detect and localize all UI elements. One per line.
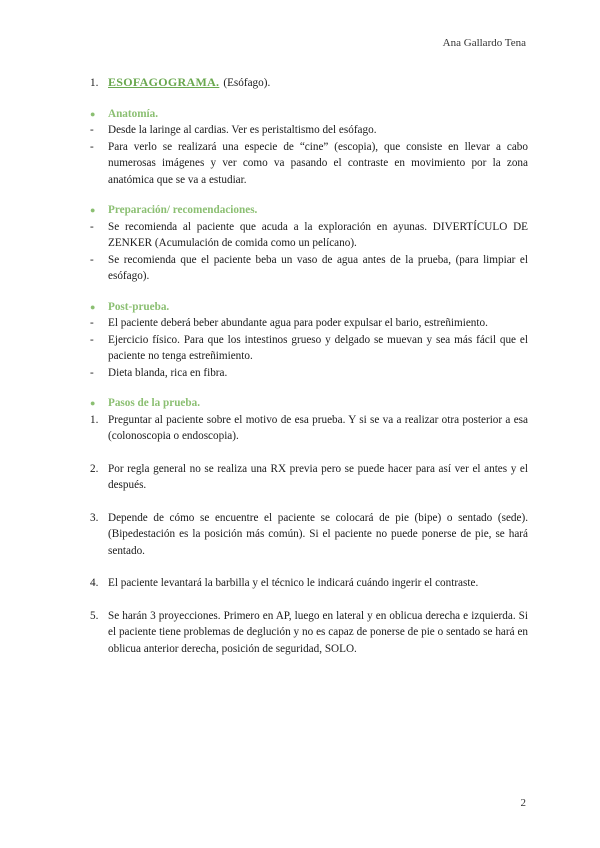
list-item-text: Se recomienda al paciente que acuda a la exploración en ayunas. DIVERTÍCULO DE ZENKER (Acumulación de comida como un pelícano).: [108, 220, 528, 249]
section-heading: [90, 299, 528, 316]
list-item-text: Desde la laringe al cardias. Ver es peristaltismo del esófago.: [108, 124, 377, 136]
list-item-text: El paciente deberá beber abundante agua para poder expulsar el bario, estreñimiento.: [108, 317, 488, 329]
dash-marker: -: [90, 140, 94, 153]
section-heading: [90, 202, 528, 219]
page-number: 2: [520, 797, 526, 809]
title-main: ESOFAGOGRAMA.: [108, 75, 220, 89]
step-number: 5.: [90, 609, 99, 622]
list-item: [90, 139, 528, 189]
section-heading-text: Anatomía.: [108, 107, 159, 120]
list-item-text: Ejercicio físico. Para que los intestinos grueso y delgado se muevan y sea más fácil que el paciente no tenga estreñimiento.: [108, 333, 528, 362]
dash-marker: -: [90, 366, 94, 379]
section-pasos: [90, 395, 528, 657]
section-heading-text: Pasos de la prueba.: [108, 397, 200, 409]
list-item: [90, 219, 528, 252]
numbered-step: [90, 510, 528, 560]
step-number: 1.: [90, 413, 99, 426]
document-body: [90, 74, 528, 673]
dash-marker: -: [90, 124, 94, 136]
step-number: 2.: [90, 462, 99, 475]
numbered-step: [90, 412, 528, 445]
list-item: [90, 315, 528, 332]
title-sub: (Esófago).: [223, 77, 271, 89]
dash-marker: -: [90, 333, 94, 346]
bullet-icon: ●: [90, 398, 96, 408]
section-anatomia: [90, 106, 528, 189]
step-text: Se harán 3 proyecciones. Primero en AP, luego en lateral y en oblicua derecha e izquierda. Si el paciente tiene problemas de deglución y no es capaz de ponerse de pie o sentado se hará en oblicua anterior derecha, posición de seguridad, SOLO.: [108, 609, 528, 655]
list-item: [90, 332, 528, 365]
dash-marker: -: [90, 220, 94, 233]
document-title: [90, 74, 528, 92]
dash-marker: -: [90, 253, 94, 266]
list-item-text: Para verlo se realizará una especie de “cine” (escopia), que consiste en llevar a cabo numerosas imágenes y ver como va pasando el contraste en movimiento por la zona anatómica que se va a estudiar.: [108, 140, 528, 186]
step-number: 3.: [90, 511, 99, 524]
list-item: [90, 252, 528, 285]
bullet-icon: ●: [90, 108, 96, 119]
list-item: [90, 365, 528, 382]
step-text: Por regla general no se realiza una RX previa pero se puede hacer para así ver el antes y el después.: [108, 462, 528, 491]
bullet-icon: ●: [90, 301, 96, 312]
numbered-step: [90, 461, 528, 494]
section-heading: [90, 395, 528, 412]
list-item-text: Dieta blanda, rica en fibra.: [108, 366, 228, 379]
list-item: [90, 122, 528, 139]
step-text: El paciente levantará la barbilla y el técnico le indicará cuándo ingerir el contraste.: [108, 577, 479, 589]
list-item-text: Se recomienda que el paciente beba un vaso de agua antes de la prueba, (para limpiar el esófago).: [108, 253, 528, 282]
dash-marker: -: [90, 317, 94, 329]
step-text: Depende de cómo se encuentre el paciente se colocará de pie (bipe) o sentado (sede). (Bipedestación es la posición más común). Si el paciente no puede ponerse de pie, se hará sentado.: [108, 511, 528, 557]
bullet-icon: ●: [90, 205, 96, 215]
numbered-step: [90, 575, 528, 592]
numbered-step: [90, 608, 528, 658]
section-postprueba: [90, 299, 528, 382]
section-heading-text: Post-prueba.: [108, 300, 170, 313]
section-heading-text: Preparación/ recomendaciones.: [108, 204, 258, 216]
step-number: 4.: [90, 577, 99, 589]
title-number: 1.: [90, 77, 99, 89]
section-preparacion: [90, 202, 528, 285]
header-author: Ana Gallardo Tena: [442, 37, 526, 49]
step-text: Preguntar al paciente sobre el motivo de esa prueba. Y si se va a realizar otra posterior a esa (colonoscopia o endoscopia).: [108, 413, 528, 442]
section-heading: [90, 106, 528, 123]
